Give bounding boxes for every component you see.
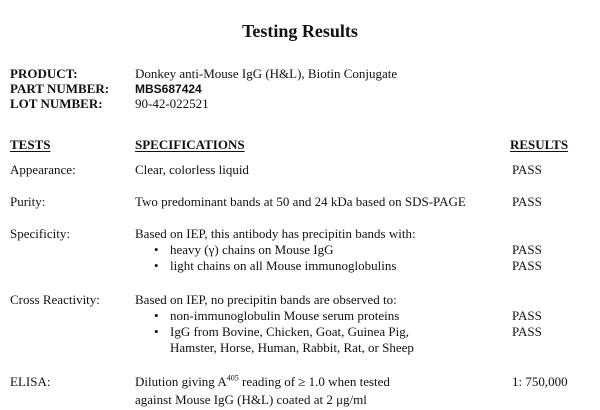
list-item (150, 324, 414, 356)
part-number-value: MBS687424 (135, 82, 202, 96)
page-title: Testing Results (242, 21, 358, 41)
lot-number-label: LOT NUMBER: (10, 96, 103, 111)
specificity-result-1: PASS (512, 242, 542, 257)
cross-reactivity-result-1: PASS (512, 308, 542, 323)
specificity-test: Specificity: (10, 226, 70, 241)
product-value: Donkey anti-Mouse IgG (H&L), Biotin Conjugate (135, 66, 398, 81)
lot-number-value: 90-42-022521 (135, 96, 209, 111)
product-label: PRODUCT: (10, 66, 78, 81)
cross-reactivity-result-2: PASS (512, 324, 542, 339)
purity-result: PASS (512, 194, 542, 209)
appearance-result: PASS (512, 162, 542, 177)
elisa-spec-suffix: reading of ≥ 1.0 when tested (238, 374, 390, 389)
list-item: • heavy (γ) chains on Mouse IgG (150, 242, 396, 258)
specifications-header: SPECIFICATIONS (135, 137, 245, 152)
list-item: • non-immunoglobulin Mouse serum proteins (150, 308, 414, 324)
specificity-intro: Based on IEP, this antibody has precipitin bands with: (135, 226, 416, 241)
bullet-line-2: Hamster, Horse, Human, Rabbit, Rat, or Sheep (170, 340, 414, 355)
results-header: RESULTS (510, 137, 569, 152)
specificity-result-2: PASS (512, 258, 542, 273)
elisa-spec-line-1 (135, 374, 390, 390)
cross-reactivity-test: Cross Reactivity: (10, 292, 100, 307)
elisa-spec-line-2: against Mouse IgG (H&L) coated at 2 μg/ml (135, 392, 367, 407)
appearance-spec: Clear, colorless liquid (135, 162, 249, 177)
specificity-bullet-list (150, 242, 396, 274)
purity-test: Purity: (10, 194, 46, 209)
appearance-test: Appearance: (10, 162, 76, 177)
purity-spec: Two predominant bands at 50 and 24 kDa based on SDS-PAGE (135, 194, 466, 209)
bullet-line-1: IgG from Bovine, Chicken, Goat, Guinea Pig, (170, 324, 410, 339)
elisa-result: 1: 750,000 (512, 374, 568, 389)
cross-reactivity-bullet-list (150, 308, 414, 356)
tests-header: TESTS (10, 137, 51, 152)
elisa-test: ELISA: (10, 374, 51, 389)
cross-reactivity-intro: Based on IEP, no precipitin bands are observed to: (135, 292, 397, 307)
elisa-spec-prefix: Dilution giving A (135, 374, 227, 389)
elisa-spec-superscript: 405 (226, 373, 239, 383)
part-number-label: PART NUMBER: (10, 81, 110, 96)
list-item: • light chains on all Mouse immunoglobulins (150, 258, 396, 274)
